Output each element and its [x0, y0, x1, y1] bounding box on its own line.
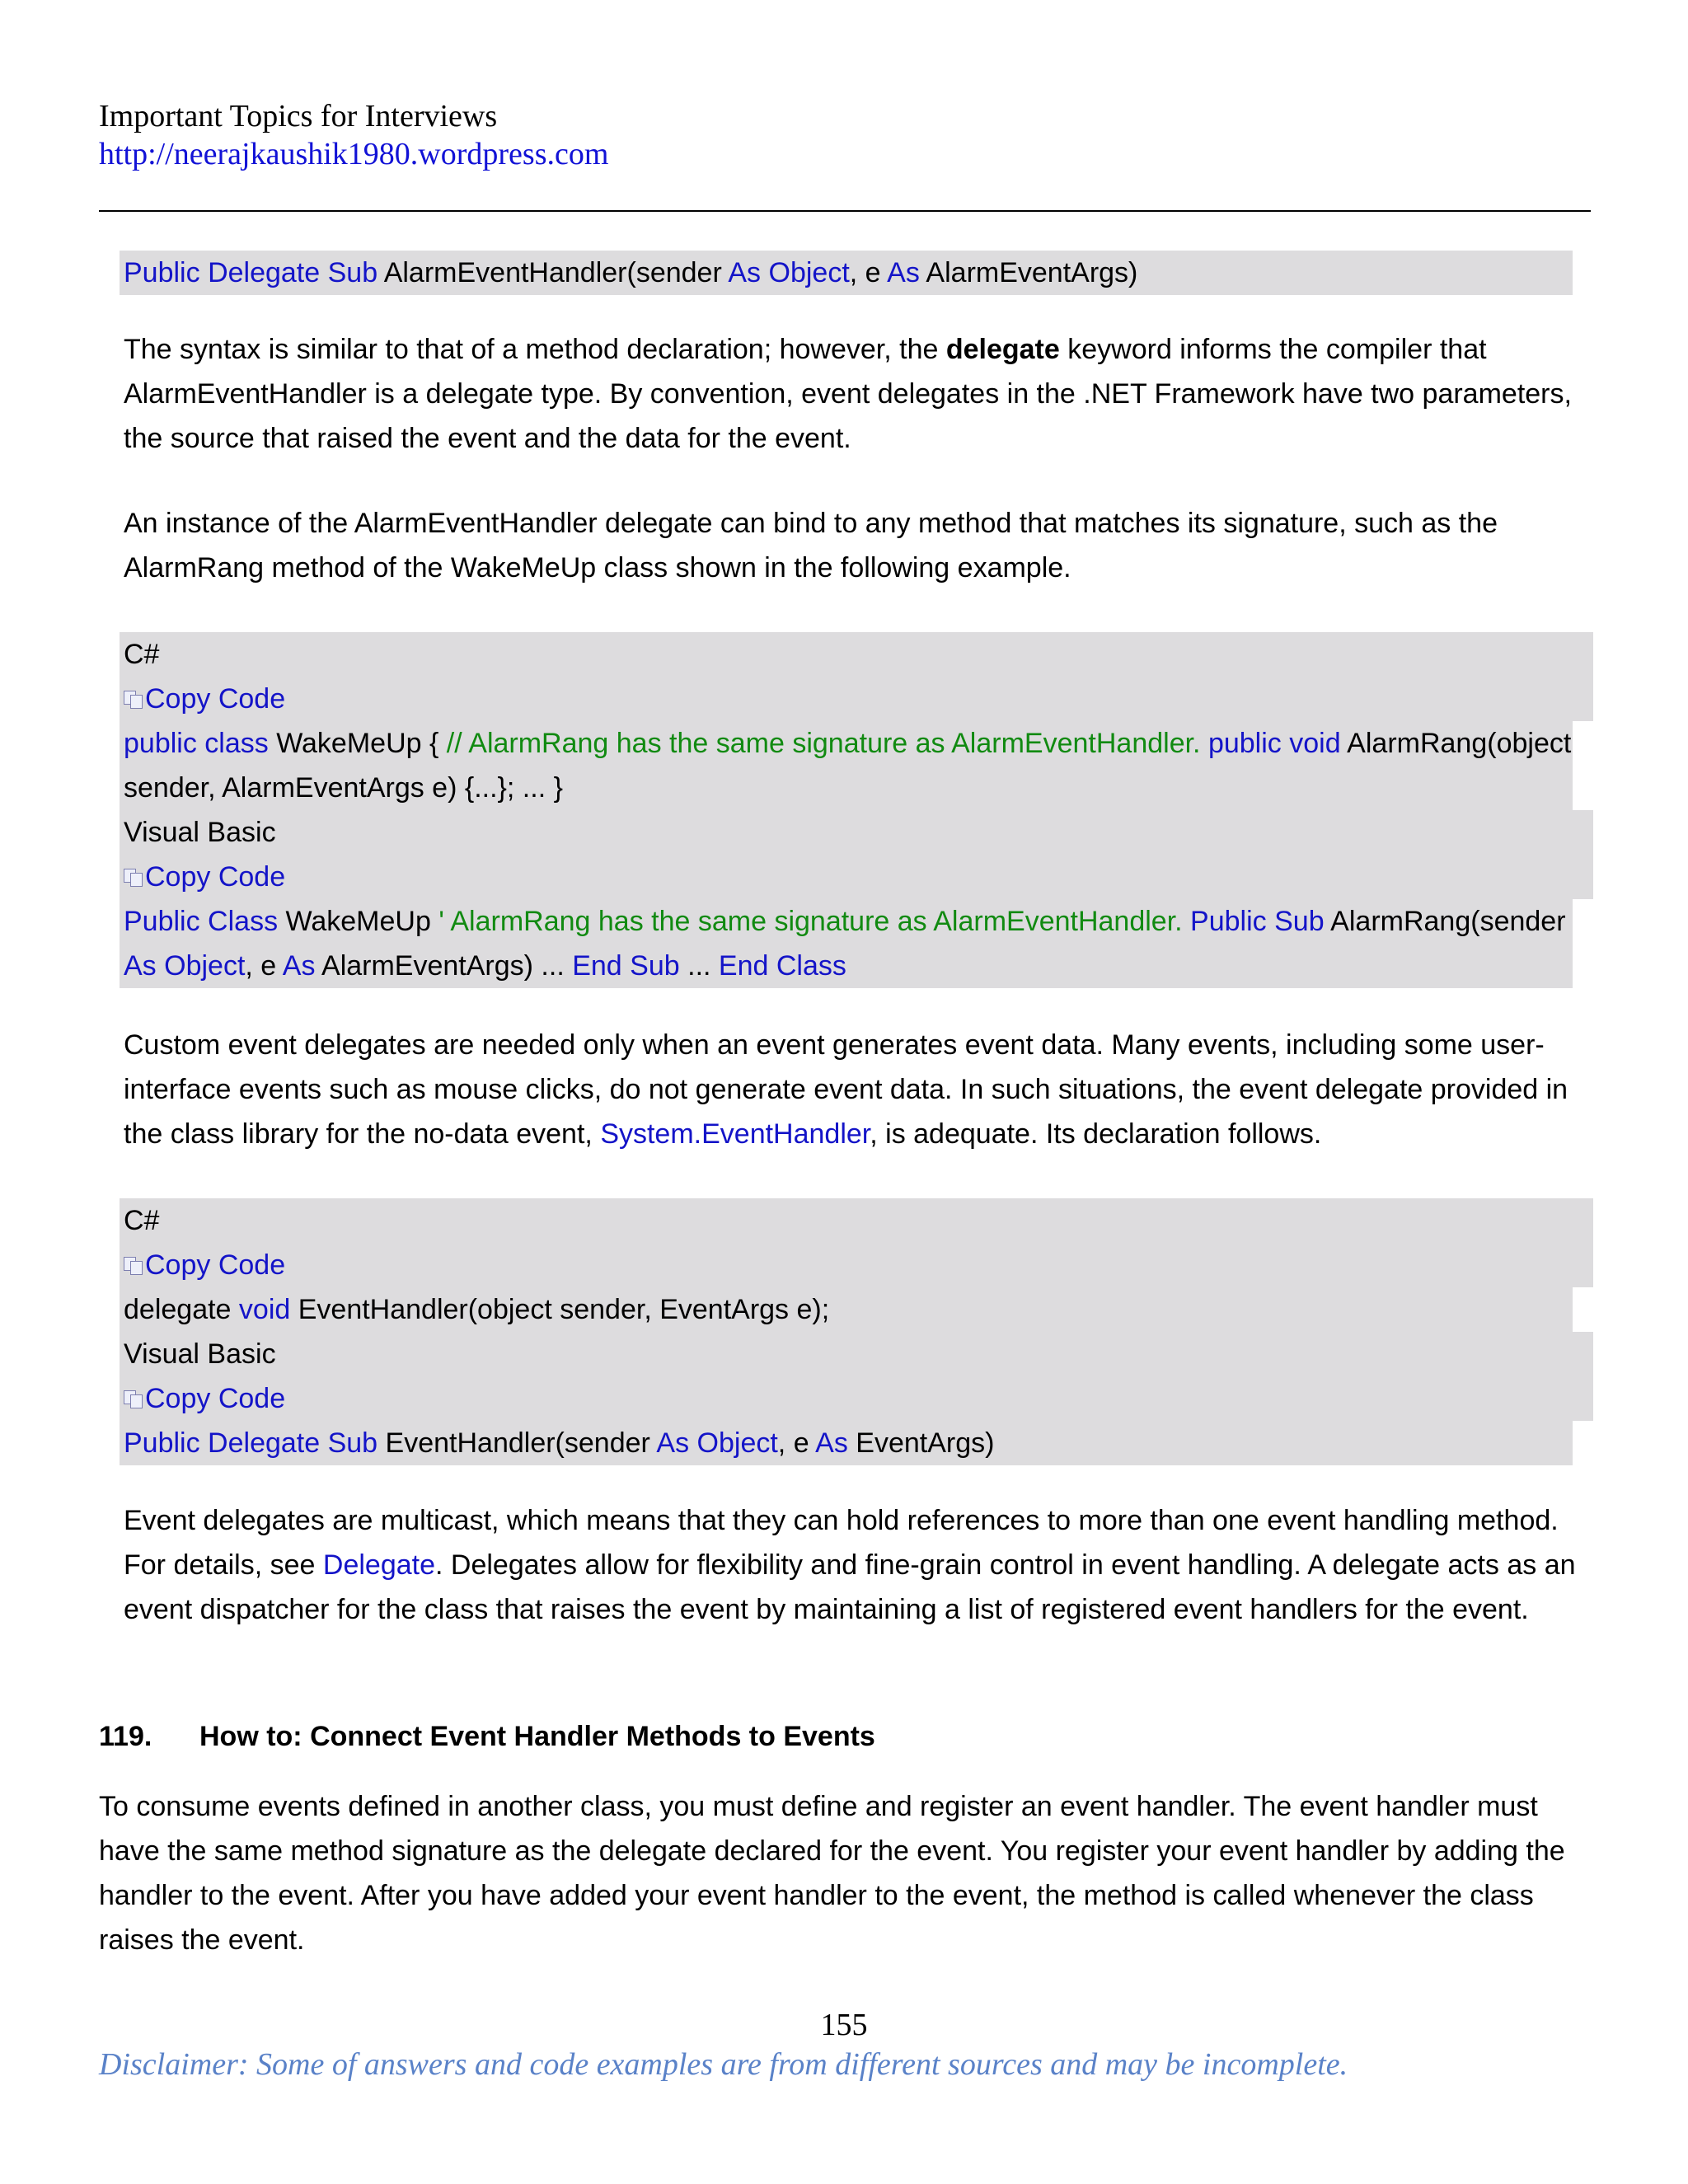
section-number: 119.: [99, 1721, 152, 1752]
paragraph: The syntax is similar to that of a method declaration; however, the delegate keyword informs the compiler that AlarmEventHandler is a delegate type. By convention, event delegates in the .NET Framework have two parameters, the source that raised the event and the data for the event.: [124, 334, 1572, 454]
paragraph: Event delegates are multicast, which means that they can hold references to more than one event handling method. For details, see Delegate. Delegates allow for flexibility and fine-grain control in event handling. A delegate acts as an event dispatcher for the class that raises the event by maintaining a list of registered event handlers for the event.: [124, 1505, 1576, 1625]
language-label-csharp: C#: [124, 1205, 160, 1236]
section-title: How to: Connect Event Handler Methods to Events: [199, 1721, 875, 1752]
copy-icon: [124, 1257, 143, 1273]
copy-code-button[interactable]: Copy Code: [124, 1376, 285, 1421]
language-label-vb: Visual Basic: [124, 817, 276, 848]
code-line: Public Class WakeMeUp ' AlarmRang has the same signature as AlarmEventHandler. Public Sub AlarmRang(sender: [124, 906, 1566, 937]
copy-code-button[interactable]: Copy Code: [124, 677, 285, 721]
code-line: As Object, e As AlarmEventArgs) ... End Sub ... End Class: [124, 950, 846, 982]
system-eventhandler-link[interactable]: System.EventHandler: [600, 1118, 870, 1150]
header-url-link[interactable]: http://neerajkaushik1980.wordpress.com: [99, 137, 609, 171]
copy-code-button[interactable]: Copy Code: [124, 855, 285, 899]
footer-disclaimer: Disclaimer: Some of answers and code examples are from different sources and may be incomplete.: [99, 2047, 1348, 2082]
paragraph: An instance of the AlarmEventHandler delegate can bind to any method that matches its signature, such as the AlarmRang method of the WakeMeUp class shown in the following example.: [124, 508, 1498, 583]
document-header-title: Important Topics for Interviews: [99, 99, 498, 134]
code-block-bg: [120, 810, 1593, 899]
paragraph: To consume events defined in another class, you must define and register an event handler. The event handler must have the same method signature as the delegate declared for the event. You register your event handler by adding the handler to the event. After you have added your event handler to the event, the method is called whenever the class raises the event.: [99, 1791, 1565, 1956]
language-label-vb: Visual Basic: [124, 1338, 276, 1370]
copy-icon: [124, 691, 143, 707]
copy-icon: [124, 1390, 143, 1407]
copy-code-button[interactable]: Copy Code: [124, 1243, 285, 1287]
paragraph: Custom event delegates are needed only when an event generates event data. Many events, including some user-interface events such as mouse clicks, do not generate event data. In such situations, the event delegate provided in the class library for the no-data event, System.EventHandler, is adequate. Its declaration follows.: [124, 1029, 1568, 1150]
code-block-bg: [120, 1198, 1593, 1287]
code-line: sender, AlarmEventArgs e) {...}; ... }: [124, 772, 563, 804]
code-block-bg: [120, 632, 1593, 721]
page-number: 155: [820, 2008, 868, 2042]
code-line-vb-declaration: Public Delegate Sub AlarmEventHandler(sender As Object, e As AlarmEventArgs): [124, 257, 1138, 288]
delegate-link[interactable]: Delegate: [322, 1549, 435, 1581]
copy-icon: [124, 869, 143, 885]
code-block-bg: [120, 1332, 1593, 1421]
code-line: delegate void EventHandler(object sender, EventArgs e);: [124, 1294, 830, 1325]
header-divider: [99, 210, 1591, 212]
language-label-csharp: C#: [124, 639, 160, 670]
section-heading: [99, 1718, 875, 1755]
code-line: public class WakeMeUp { // AlarmRang has the same signature as AlarmEventHandler. public void AlarmRang(object: [124, 728, 1572, 759]
code-line: Public Delegate Sub EventHandler(sender As Object, e As EventArgs): [124, 1427, 995, 1459]
